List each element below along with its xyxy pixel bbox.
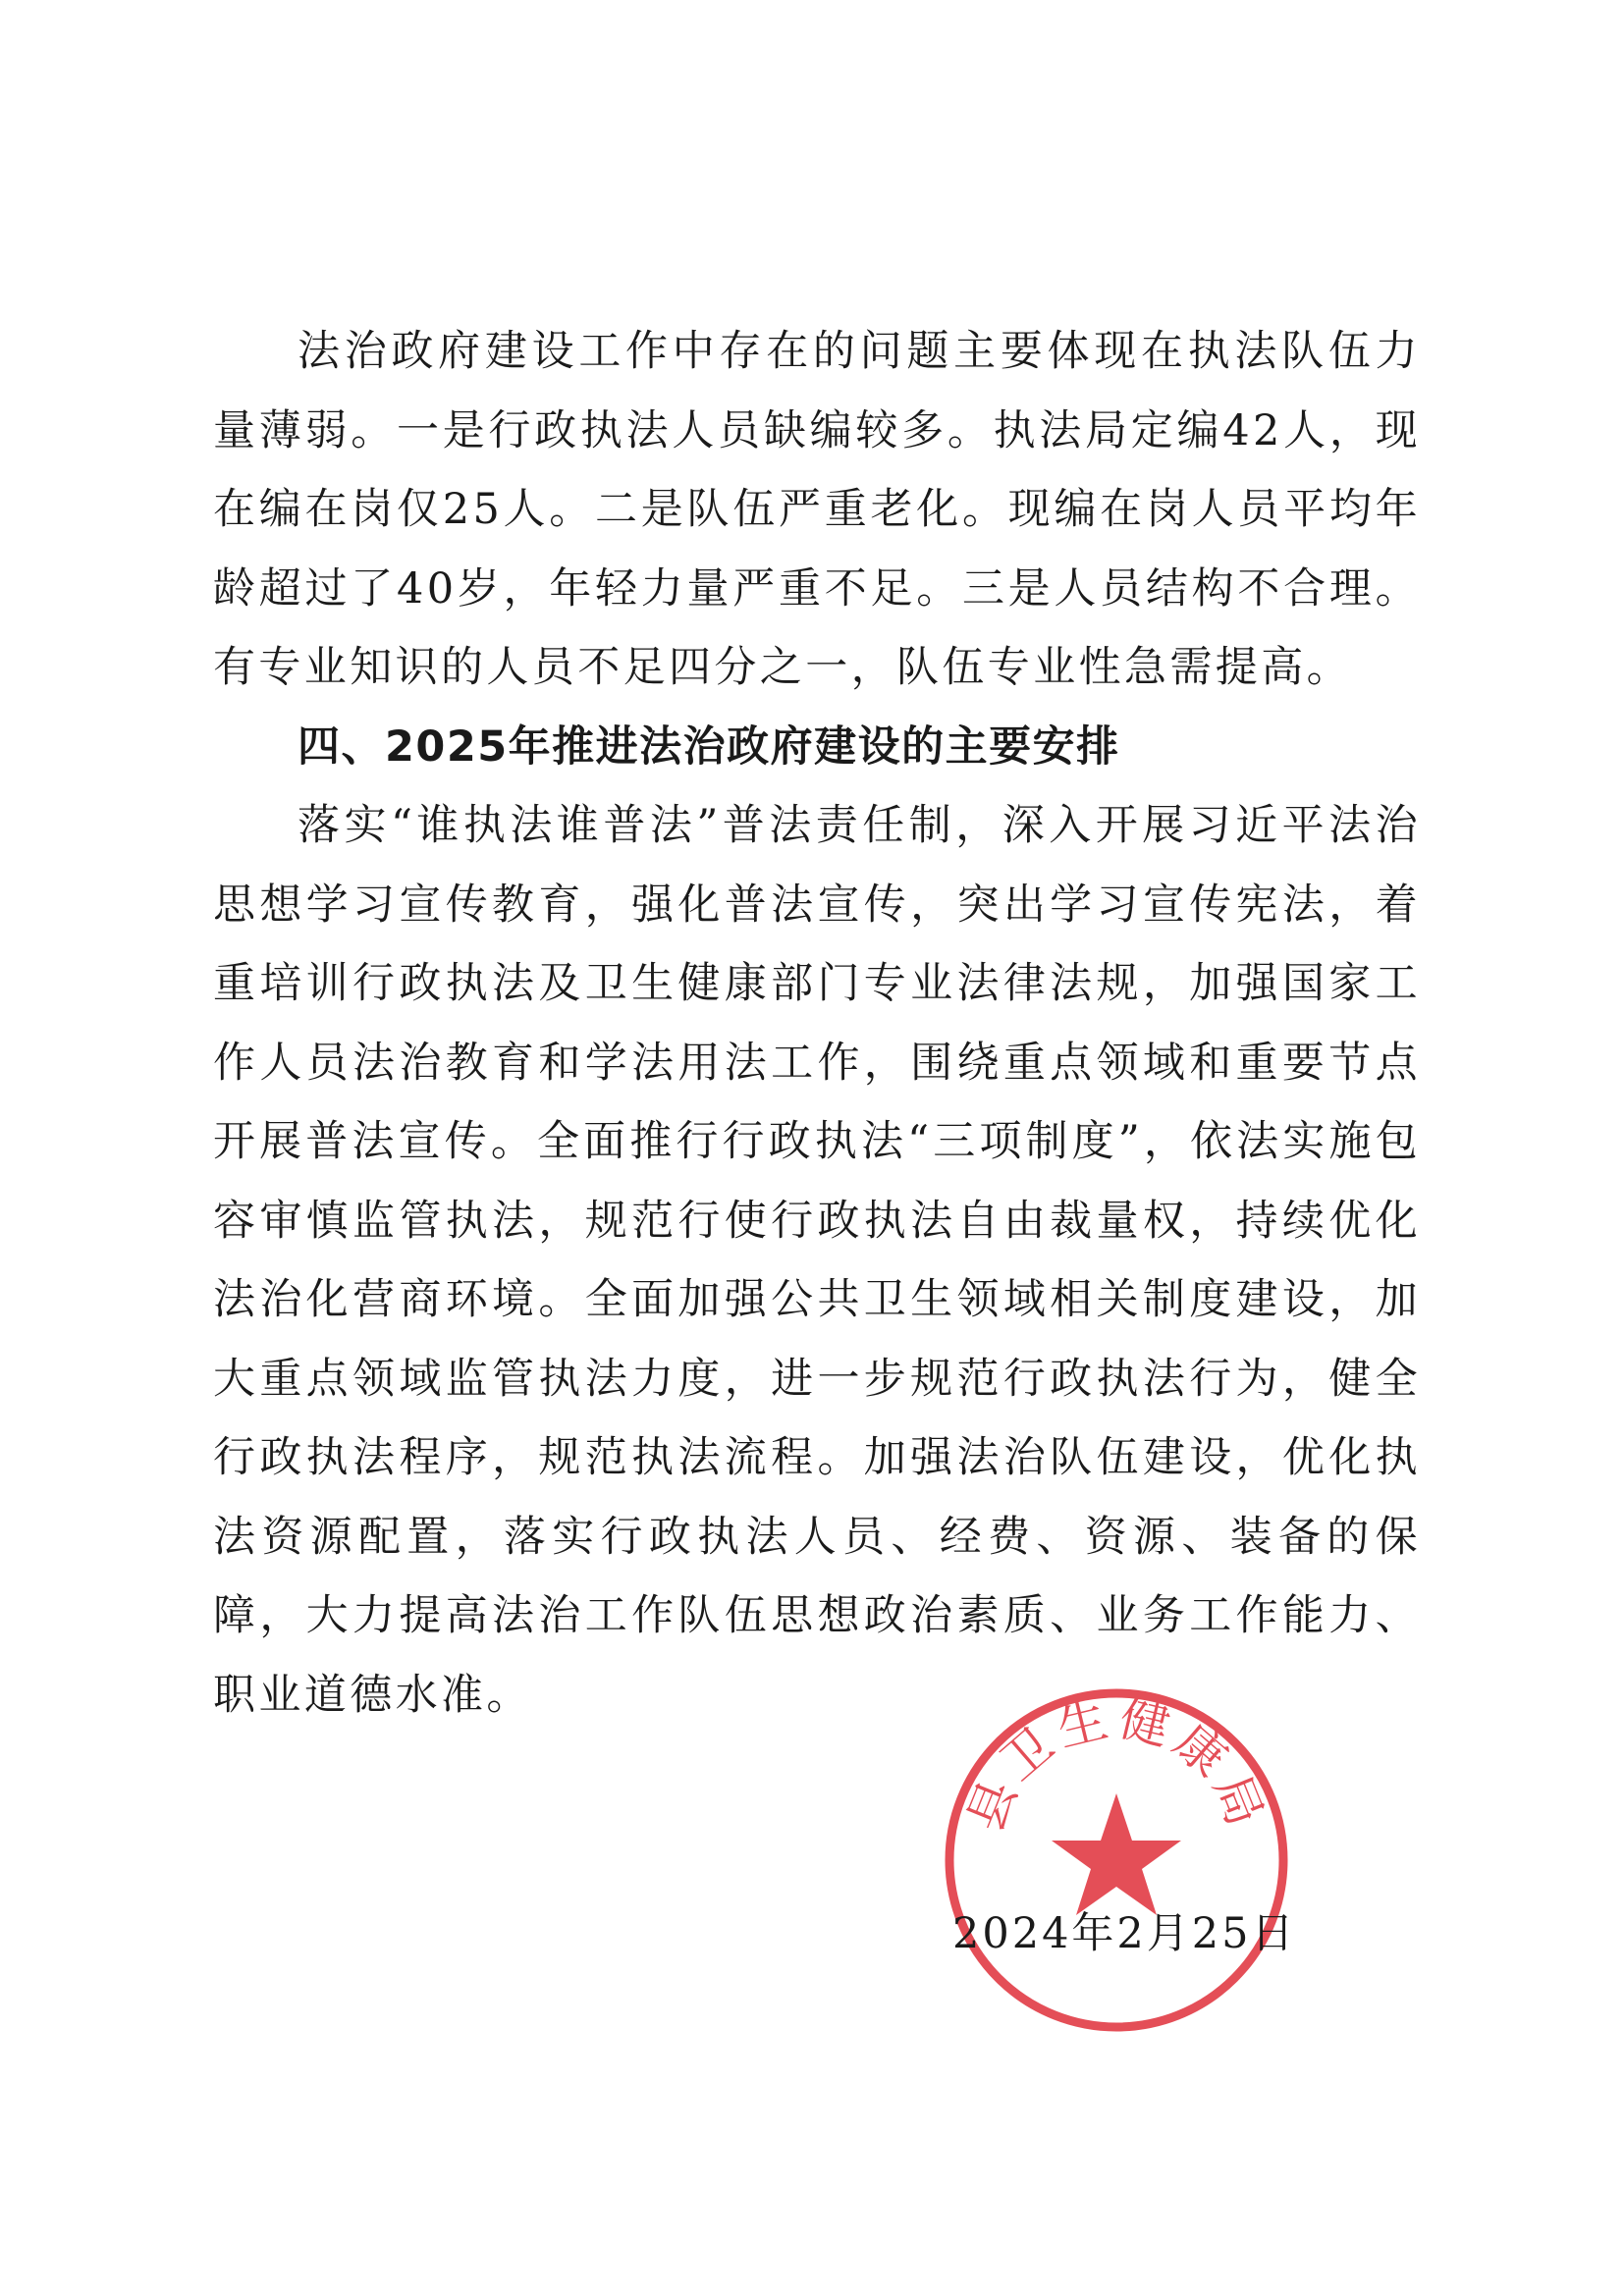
document-date: 2024年2月25日 [952,1909,1297,1958]
paragraph-problems: 法治政府建设工作中存在的问题主要体现在执法队伍力量薄弱。一是行政执法人员缺编较多。执法局定编42人，现在编在岗仅25人。二是队伍严重老化。现编在岗人员平均年龄超过了40岁，年轻力量严重不足。三是人员结构不合理。有专业知识的人员不足四分之一，队伍专业性急需提高。 [213,327,1421,692]
seal-text: 县卫生健康局 [956,1689,1276,1840]
official-seal [940,1683,1293,2037]
star-icon [1052,1793,1181,1915]
section-heading: 四、2025年推进法治政府建设的主要安排 [298,721,1120,772]
paragraph-arrangements: 落实“谁执法谁普法”普法责任制，深入开展习近平法治思想学习宣传教育，强化普法宣传，突出学习宣传宪法，着重培训行政执法及卫生健康部门专业法律法规，加强国家工作人员法治教育和学法用法工作，围绕重点领域和重要节点开展普法宣传。全面推行行政执法“三项制度”，依法实施包容审慎监管执法，规范行使行政执法自由裁量权，持续优化法治化营商环境。全面加强公共卫生领域相关制度建设，加大重点领域监管执法力度，进一步规范行政执法行为，健全行政执法程序，规范执法流程。加强法治队伍建设，优化执法资源配置，落实行政执法人员、经费、资源、装备的保障，大力提高法治工作队伍思想政治素质、业务工作能力、职业道德水准。 [213,801,1421,1720]
document-body [213,312,1421,1735]
